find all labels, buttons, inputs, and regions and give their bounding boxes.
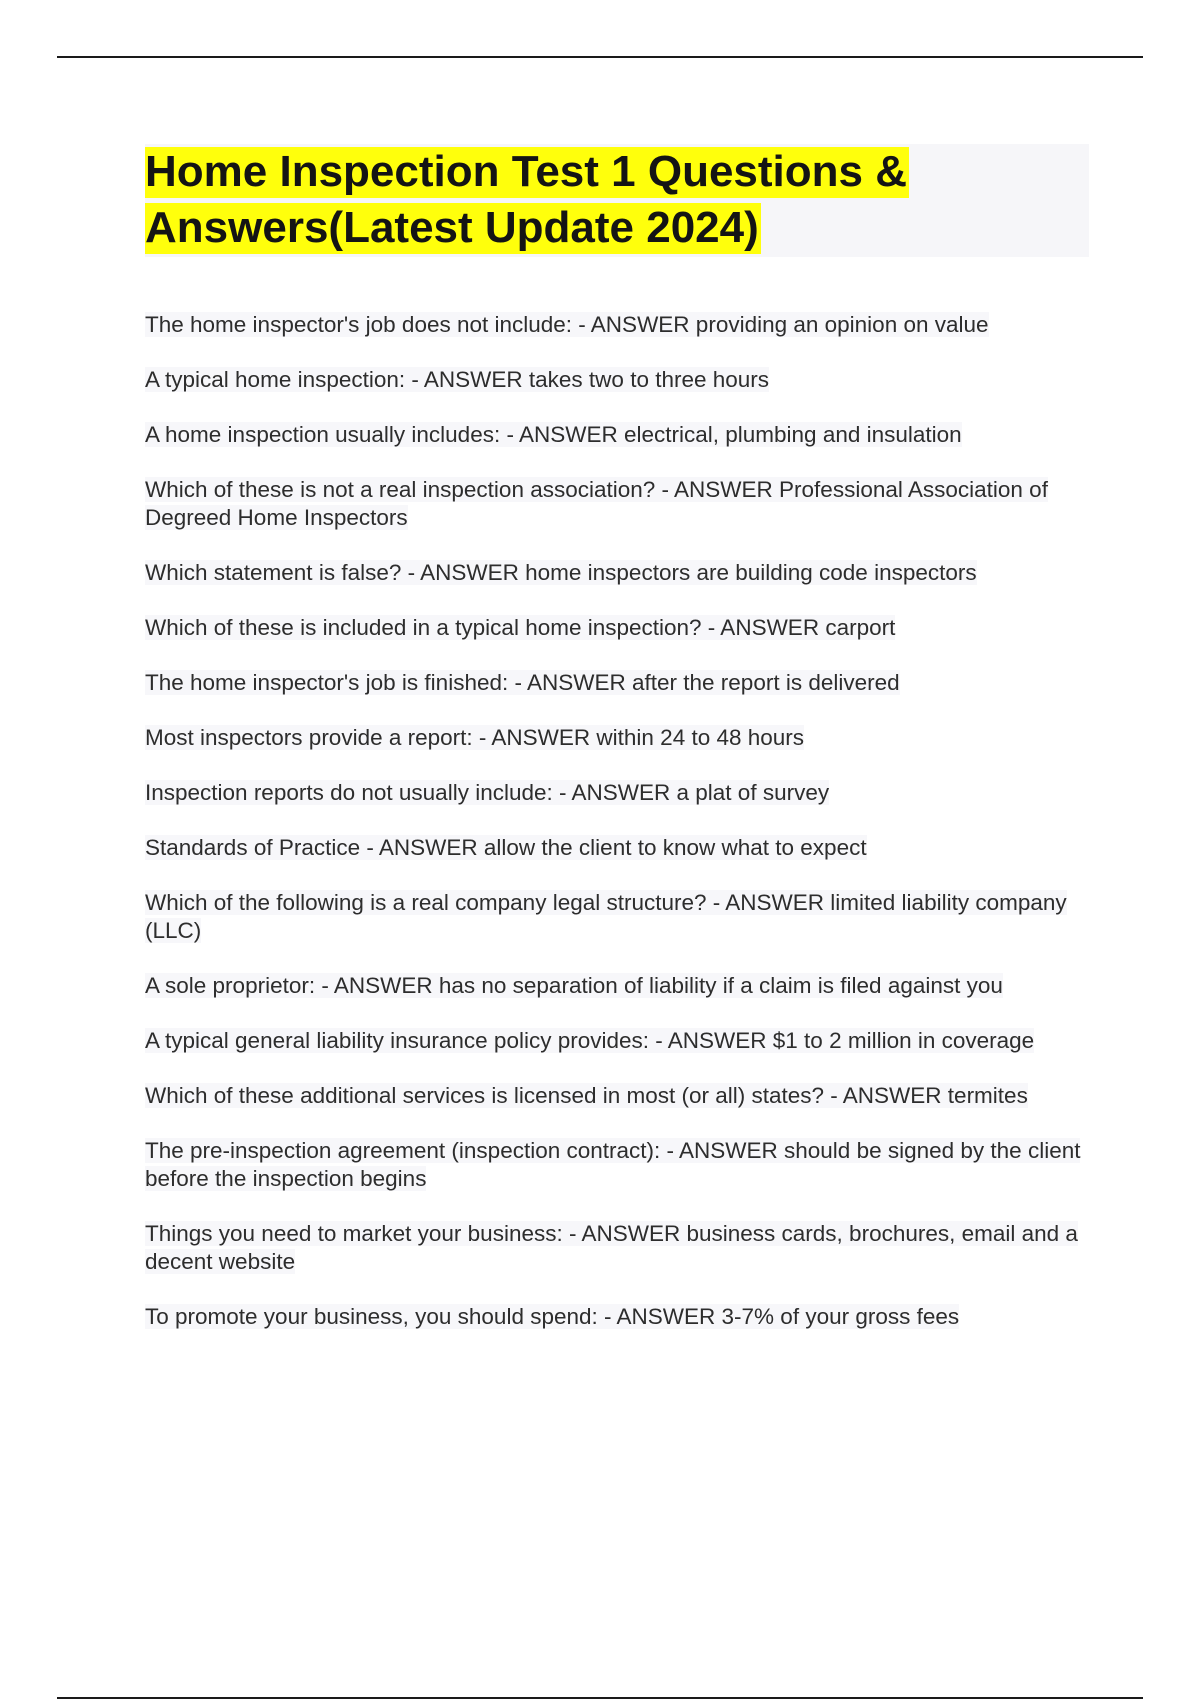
page-title [145,144,1089,256]
qa-item [145,889,1095,945]
qa-item [145,366,1095,394]
title-highlight: Home Inspection Test 1 Questions & Answers(Latest Update 2024) [145,147,907,252]
qa-item [145,972,1095,1000]
qa-text: Which of these is not a real inspection association? - ANSWER Professional Association of Degreed Home Inspectors [145,477,1048,530]
qa-text: Inspection reports do not usually include: - ANSWER a plat of survey [145,780,830,805]
qa-item [145,1137,1095,1193]
qa-item [145,1220,1095,1276]
qa-item [145,834,1095,862]
header-rule [57,56,1143,58]
qa-item [145,779,1095,807]
qa-text: The pre-inspection agreement (inspection contract): - ANSWER should be signed by the client before the inspection begins [145,1138,1081,1191]
qa-item [145,559,1095,587]
qa-text: Which of the following is a real company legal structure? - ANSWER limited liability company (LLC) [145,890,1067,943]
qa-text: A sole proprietor: - ANSWER has no separation of liability if a claim is filed against you [145,973,1003,998]
qa-item [145,1303,1095,1331]
qa-item [145,1082,1095,1110]
qa-item [145,421,1095,449]
qa-item [145,669,1095,697]
qa-text: The home inspector's job does not include: - ANSWER providing an opinion on value [145,312,989,337]
qa-text: To promote your business, you should spend: - ANSWER 3-7% of your gross fees [145,1304,960,1329]
qa-item [145,1027,1095,1055]
qa-text: A typical general liability insurance policy provides: - ANSWER $1 to 2 million in coverage [145,1028,1035,1053]
qa-text: The home inspector's job is finished: - ANSWER after the report is delivered [145,670,900,695]
qa-text: Which of these is included in a typical home inspection? - ANSWER carport [145,615,896,640]
title-block [145,144,1089,257]
footer-rule [57,1697,1143,1699]
qa-item [145,476,1095,532]
qa-text: A typical home inspection: - ANSWER takes two to three hours [145,367,770,392]
qa-item [145,614,1095,642]
qa-text: Things you need to market your business: - ANSWER business cards, brochures, email and a decent website [145,1221,1078,1274]
qa-text: Which of these additional services is licensed in most (or all) states? - ANSWER termites [145,1083,1028,1108]
qa-text: Which statement is false? - ANSWER home inspectors are building code inspectors [145,560,977,585]
qa-text: Most inspectors provide a report: - ANSWER within 24 to 48 hours [145,725,805,750]
qa-item [145,311,1095,339]
qa-list [145,311,1095,1358]
qa-item [145,724,1095,752]
qa-text: A home inspection usually includes: - ANSWER electrical, plumbing and insulation [145,422,962,447]
qa-text: Standards of Practice - ANSWER allow the client to know what to expect [145,835,867,860]
